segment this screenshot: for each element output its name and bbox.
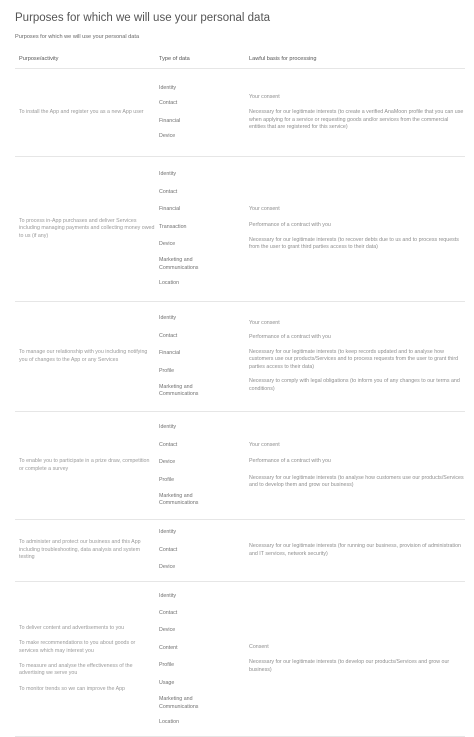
data-type: Device [159,241,176,247]
data-type: Financial [159,117,181,124]
lawful-basis-text: Necessary for our legitimate interests (to create a verified AnaMoon profile that you can use when applying for a service or requesting goods and/or services from the commercial entities that are registered for this service) [249,109,464,130]
data-type: Contact [159,100,178,107]
data-type: Identity [159,424,177,431]
lawful-basis-cell [245,412,465,520]
purpose-cell [15,412,155,520]
data-type: Financial [159,206,181,213]
lawful-basis-text: Performance of a contract with you [249,221,331,228]
data-type: Contact [159,332,178,339]
data-type: Identity [159,84,177,91]
data-type: Device [159,459,176,466]
purpose-text: To make recommendations to you about goods or services which may interest you [19,640,136,654]
lawful-basis-text: Your consent [249,206,280,213]
lawful-basis-text: Necessary to comply with legal obligations (to inform you of any changes to our terms and conditions) [249,378,460,392]
lawful-basis-cell [245,157,465,302]
data-type: Location [159,718,180,725]
lawful-basis-text: Performance of a contract with you [249,334,331,341]
table-caption: Purposes for which we will use your personal data [15,34,140,40]
data-type: Financial [159,350,181,357]
data-type: Device [159,627,176,634]
data-types-cell [155,69,245,157]
data-type: Identity [159,592,177,599]
data-type: Device [159,564,176,571]
lawful-basis-text: Necessary for our legitimate interests (to analyse how customers use our products/Services and to develop them and grow our business) [249,474,464,488]
lawful-basis-text: Necessary for our legitimate interests (to keep records updated and to analyse how customers use our products/Services and to process requests from the user to grant third parties access to their data) [249,348,459,370]
purpose-text: To manage our relationship with you including notifying you of changes to the App or any Services [19,349,148,363]
table-row [15,582,465,737]
page-title: Purposes for which we will use your personal data [15,12,271,24]
data-type: Profile [159,662,175,669]
table-header-row [15,50,465,69]
data-type: Usage [159,679,175,686]
purpose-cell [15,157,155,302]
data-types-cell [155,302,245,412]
lawful-basis-text: Consent [249,643,269,650]
data-type: Contact [159,546,178,553]
purpose-cell [15,582,155,737]
lawful-basis-text: Your consent [249,320,280,327]
purposes-table [15,50,465,737]
lawful-basis-text: Performance of a contract with you [249,458,331,465]
purpose-text: To install the App and register you as a new App user [19,108,144,115]
purpose-text: To process in-App purchases and deliver Services including managing payments and collecting money owed to us (if any) [19,217,155,239]
table-row [15,157,465,302]
purpose-text: To enable you to participate in a prize draw, competition or complete a survey [19,458,150,472]
data-type: Identity [159,171,177,178]
data-types-cell [155,520,245,582]
data-type: Contact [159,188,178,195]
data-types-cell [155,412,245,520]
data-type: Profile [159,476,175,483]
lawful-basis-cell [245,69,465,157]
lawful-basis-cell [245,582,465,737]
lawful-basis-cell [245,520,465,582]
lawful-basis-text: Necessary for our legitimate interests (to recover debts due to us and to process requests from the user to grant third parties access to their data) [249,237,459,251]
lawful-basis-text: Your consent [249,93,280,100]
data-type: Device [159,132,176,139]
data-type: Location [159,280,180,287]
purpose-cell [15,520,155,582]
data-types-cell [155,157,245,302]
purpose-text: To administer and protect our business and this App including troubleshooting, data analysis and system testing [19,539,141,561]
table-row [15,412,465,520]
lawful-basis-text: Your consent [249,441,280,448]
data-type: Marketing and Communications [159,492,199,507]
lawful-basis-text: Necessary for our legitimate interests (for running our business, provision of administration and IT services, network security) [249,543,461,557]
data-type: Identity [159,529,177,536]
purpose-text: To deliver content and advertisements to you [19,624,125,631]
purpose-cell [15,302,155,412]
purpose-text: To monitor trends so we can improve the App [19,685,125,692]
lawful-basis-cell [245,302,465,412]
table-row [15,302,465,412]
header-type-of-data: Type of data [155,50,245,69]
data-type: Contact [159,441,178,448]
purpose-cell [15,69,155,157]
table-row [15,69,465,157]
table-row [15,520,465,582]
data-type: Marketing and Communications [159,257,199,271]
header-purpose: Purpose/activity [15,50,155,69]
data-type: Content [159,644,178,651]
data-types-cell [155,582,245,737]
data-type: Contact [159,610,178,617]
data-type: Transaction [159,223,187,230]
data-type: Marketing and Communications [159,696,199,710]
data-type: Identity [159,315,177,322]
header-lawful-basis: Lawful basis for processing [245,50,465,69]
lawful-basis-text: Necessary for our legitimate interests (to develop our products/Services and grow our business) [249,659,450,673]
data-type: Marketing and Communications [159,383,199,398]
purpose-text: To measure and analyse the effectiveness of the advertising we serve you [19,663,133,677]
data-type: Profile [159,367,175,374]
